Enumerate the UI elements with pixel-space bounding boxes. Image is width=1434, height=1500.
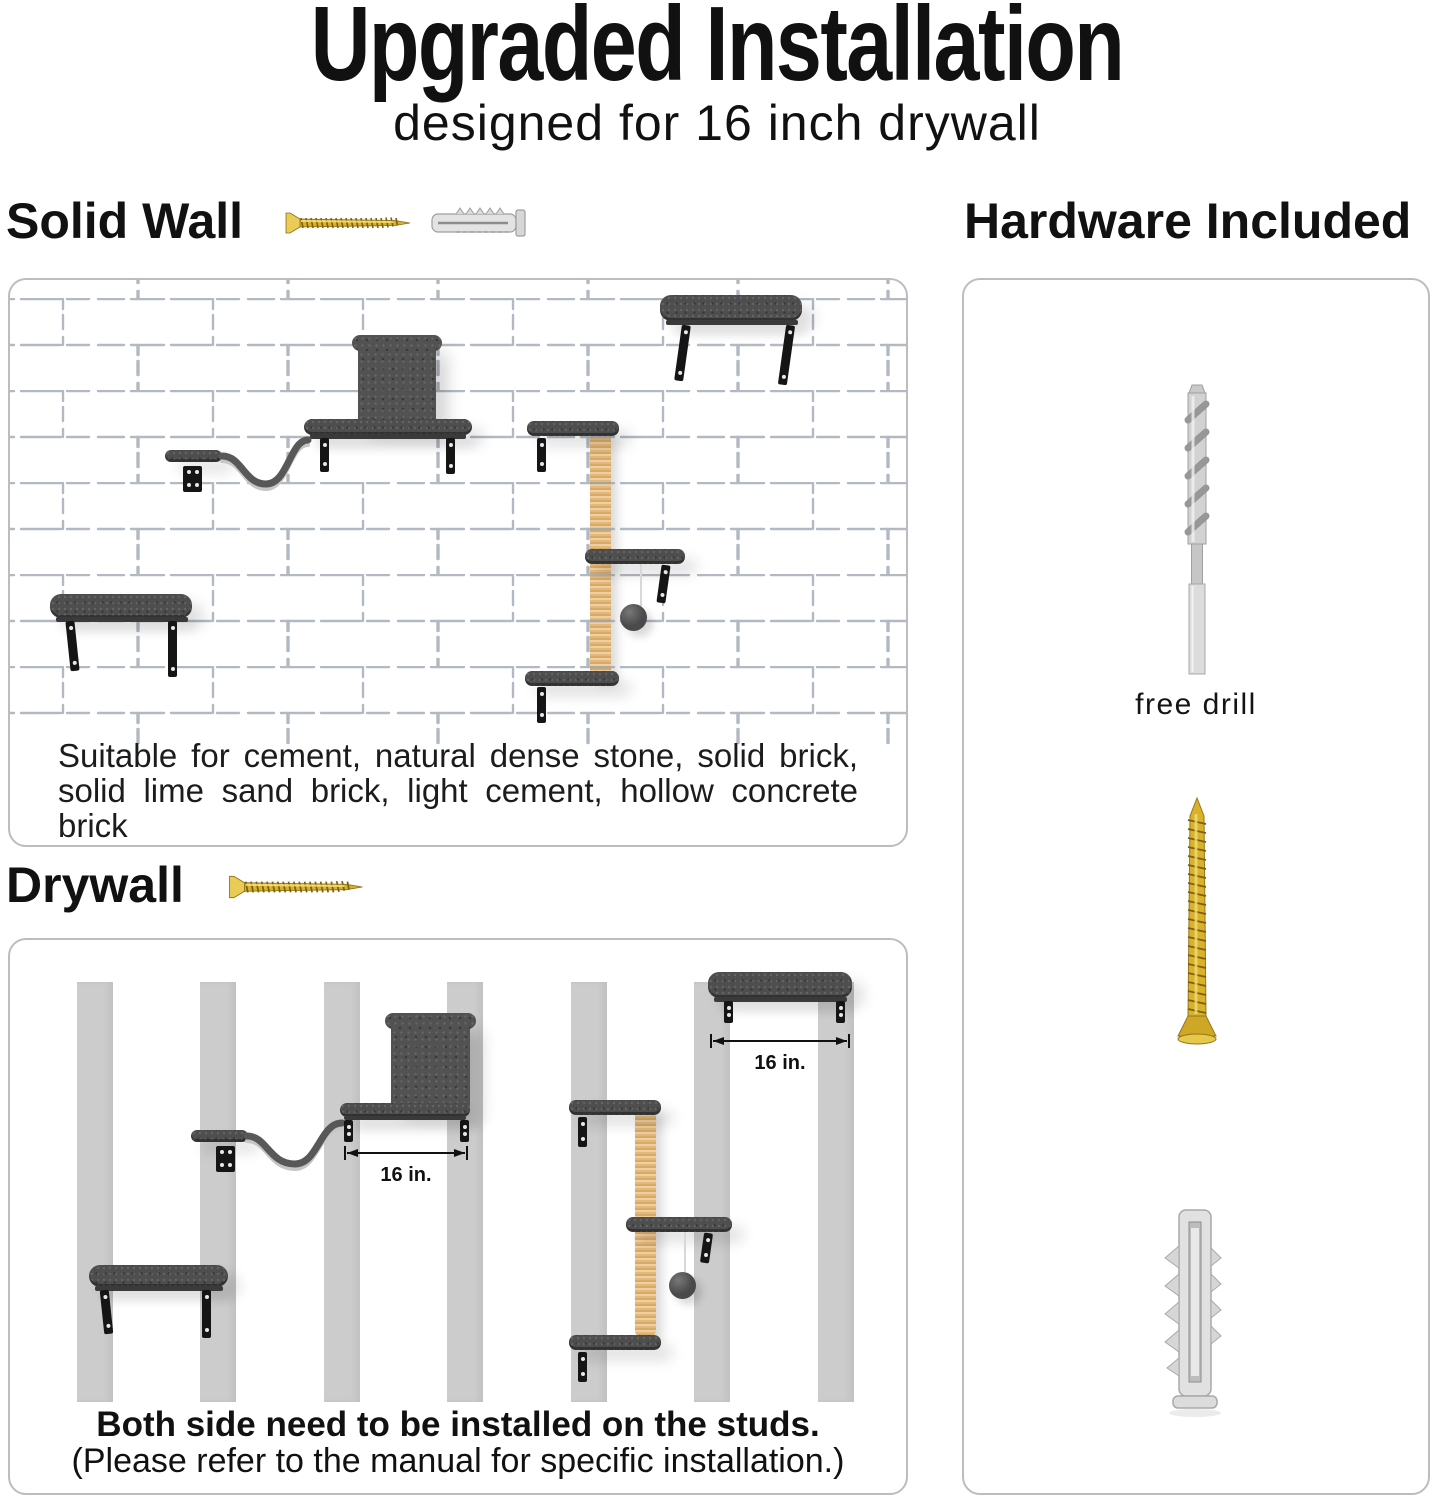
wall-stud [324, 982, 360, 1402]
drywall-note-bold: Both side need to be installed on the studs. [96, 1405, 820, 1444]
gold-screw-vertical-icon [1175, 796, 1219, 1048]
solid-wall-caption: Suitable for cement, natural dense stone, solid brick, solid lime sand brick, light cement, hollow concrete brick [58, 737, 858, 844]
solid-wall-panel [8, 278, 908, 847]
drywall-notes [10, 1406, 906, 1479]
dimension-label: 16 in. [754, 1052, 806, 1074]
page-title: Upgraded Installation [310, 0, 1124, 103]
hardware-heading: Hardware Included [964, 193, 1412, 249]
masonry-drill-bit-icon [1181, 384, 1213, 676]
wave-ramp [230, 1096, 350, 1180]
dimension-label: 16 in. [380, 1164, 432, 1186]
hardware-panel [962, 278, 1430, 1495]
dimension-arrow [344, 1144, 468, 1162]
gold-screw-icon [283, 209, 413, 237]
page-subtitle: designed for 16 inch drywall [393, 95, 1041, 151]
gold-screw-icon [226, 872, 366, 902]
toy-ball [620, 604, 647, 631]
wall-anchor-icon [430, 206, 534, 240]
wall-stud [200, 982, 236, 1402]
toy-ball [669, 1272, 696, 1299]
solid-wall-heading: Solid Wall [6, 193, 244, 249]
wall-anchor-vertical-icon [1159, 1208, 1231, 1420]
wall-stud [77, 982, 113, 1402]
drywall-note-paren: (Please refer to the manual for specific installation.) [71, 1442, 845, 1480]
drill-label: free drill [1135, 688, 1257, 721]
drywall-panel [8, 938, 908, 1495]
dimension-arrow [710, 1032, 850, 1050]
drywall-heading: Drywall [6, 857, 184, 913]
brick-wall-pattern [10, 280, 906, 748]
